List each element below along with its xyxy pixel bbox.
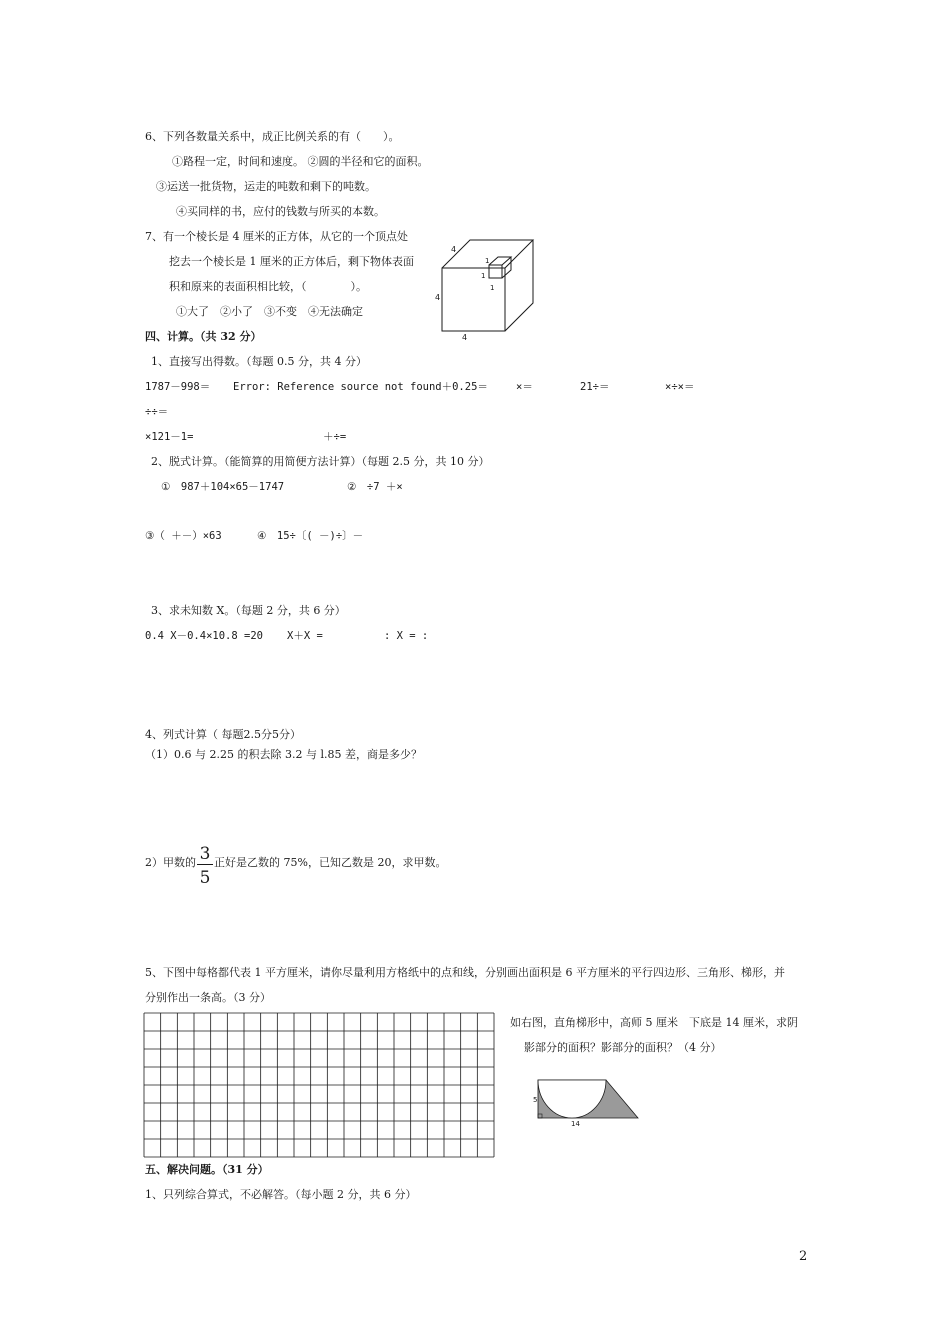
calc-6: ÷÷＝ xyxy=(145,406,169,418)
cutout-label-top: 1 xyxy=(485,257,490,265)
calc-1: 1787－998＝ xyxy=(145,381,211,393)
grid-paper xyxy=(143,1012,495,1158)
calc-5: ×÷×＝ xyxy=(665,381,695,393)
calc-4: 21÷＝ xyxy=(580,381,610,393)
calc-7: ×121－1= xyxy=(145,431,194,443)
side-question-line-2: 影部分的面积？影部分的面积？（4 分） xyxy=(524,1041,722,1054)
equation-2: X＋X = xyxy=(287,630,323,642)
page-number: 2 xyxy=(799,1249,808,1264)
cube-figure xyxy=(432,236,537,346)
part-4-q2-suffix: 正好是乙数的 75%，已知乙数是 20，求甲数。 xyxy=(214,856,447,869)
q7-line-3: 积和原来的表面积相比较，（ ）。 xyxy=(169,280,367,293)
cutout-label-right: 1 xyxy=(490,284,495,292)
equation-1: 0.4 X－0.4×10.8 =20 xyxy=(145,630,263,642)
part-1-title: 1、直接写出得数。（每题 0.5 分，共 4 分） xyxy=(151,355,367,368)
q6-stem: 6、下列各数量关系中，成正比例关系的有（ ）。 xyxy=(145,130,400,143)
calc-2: Error: Reference source not found＋0.25＝ xyxy=(233,381,488,393)
part-2-title: 2、脱式计算。（能简算的用简便方法计算）（每题 2.5 分，共 10 分） xyxy=(151,455,490,468)
trapezoid-base-label: 14 xyxy=(571,1120,580,1128)
cutout-top xyxy=(489,257,511,265)
fraction-numerator: 3 xyxy=(199,844,211,864)
q6-option-3: ③运送一批货物，运走的吨数和剩下的吨数。 xyxy=(156,180,376,193)
fraction-denominator: 5 xyxy=(199,868,211,888)
calc-8: ＋÷= xyxy=(323,431,347,443)
part-4-title: 4、列式计算（ 每题2.5分5分） xyxy=(145,728,301,741)
cube-front-face xyxy=(442,268,505,331)
cube-label-left: 4 xyxy=(435,293,441,302)
section-5-heading: 五、解决问题。（31 分） xyxy=(145,1163,269,1176)
part-5-line-1: 5、下图中每格都代表 1 平方厘米，请你尽量利用方格纸中的点和线，分别画出面积是 6 平方厘米的平行四边形、三角形、梯形，并 xyxy=(145,966,785,979)
step-calc-4: ④ 15÷〔( －)÷〕－ xyxy=(257,530,364,542)
q6-options-1-2: ①路程一定，时间和速度。 ②圆的半径和它的面积。 xyxy=(172,155,429,168)
part-4-q2-prefix: 2）甲数的 xyxy=(145,856,196,869)
side-question-line-1: 如右图，直角梯形中，高师 5 厘米 下底是 14 厘米，求阴 xyxy=(510,1016,798,1029)
calc-3: ×＝ xyxy=(516,381,533,393)
cutout-label-left: 1 xyxy=(481,272,486,280)
section-5-part-1-title: 1、只列综合算式，不必解答。（每小题 2 分，共 6 分） xyxy=(145,1188,417,1201)
part-5-line-2: 分别作出一条高。（3 分） xyxy=(145,991,271,1004)
q7-line-2: 挖去一个棱长是 1 厘米的正方体后，剩下物体表面 xyxy=(169,255,414,268)
step-calc-1: ① 987＋104×65－1747 xyxy=(161,481,285,493)
cube-label-bottom: 4 xyxy=(462,333,468,342)
step-calc-3: ③（ ＋－）×63 xyxy=(145,530,222,542)
q7-options: ①大了 ②小了 ③不变 ④无法确定 xyxy=(176,305,363,318)
cutout-front xyxy=(489,265,502,278)
trapezoid-figure xyxy=(532,1076,642,1131)
part-4-q1: （1）0.6 与 2.25 的积去除 3.2 与 l.85 差，商是多少？ xyxy=(145,748,422,761)
cube-label-top: 4 xyxy=(451,245,457,254)
section-4-heading: 四、计算。（共 32 分） xyxy=(145,330,262,343)
q7-line-1: 7、有一个棱长是 4 厘米的正方体，从它的一个顶点处 xyxy=(145,230,408,243)
step-calc-2: ② ÷7 ＋× xyxy=(347,481,403,493)
fraction-bar xyxy=(197,864,213,865)
trapezoid-height-label: 5 xyxy=(533,1096,538,1104)
equation-3: : X = : xyxy=(384,630,429,642)
q6-option-4: ④买同样的书，应付的钱数与所买的本数。 xyxy=(176,205,385,218)
part-3-title: 3、求未知数 X。（每题 2 分，共 6 分） xyxy=(151,604,346,617)
